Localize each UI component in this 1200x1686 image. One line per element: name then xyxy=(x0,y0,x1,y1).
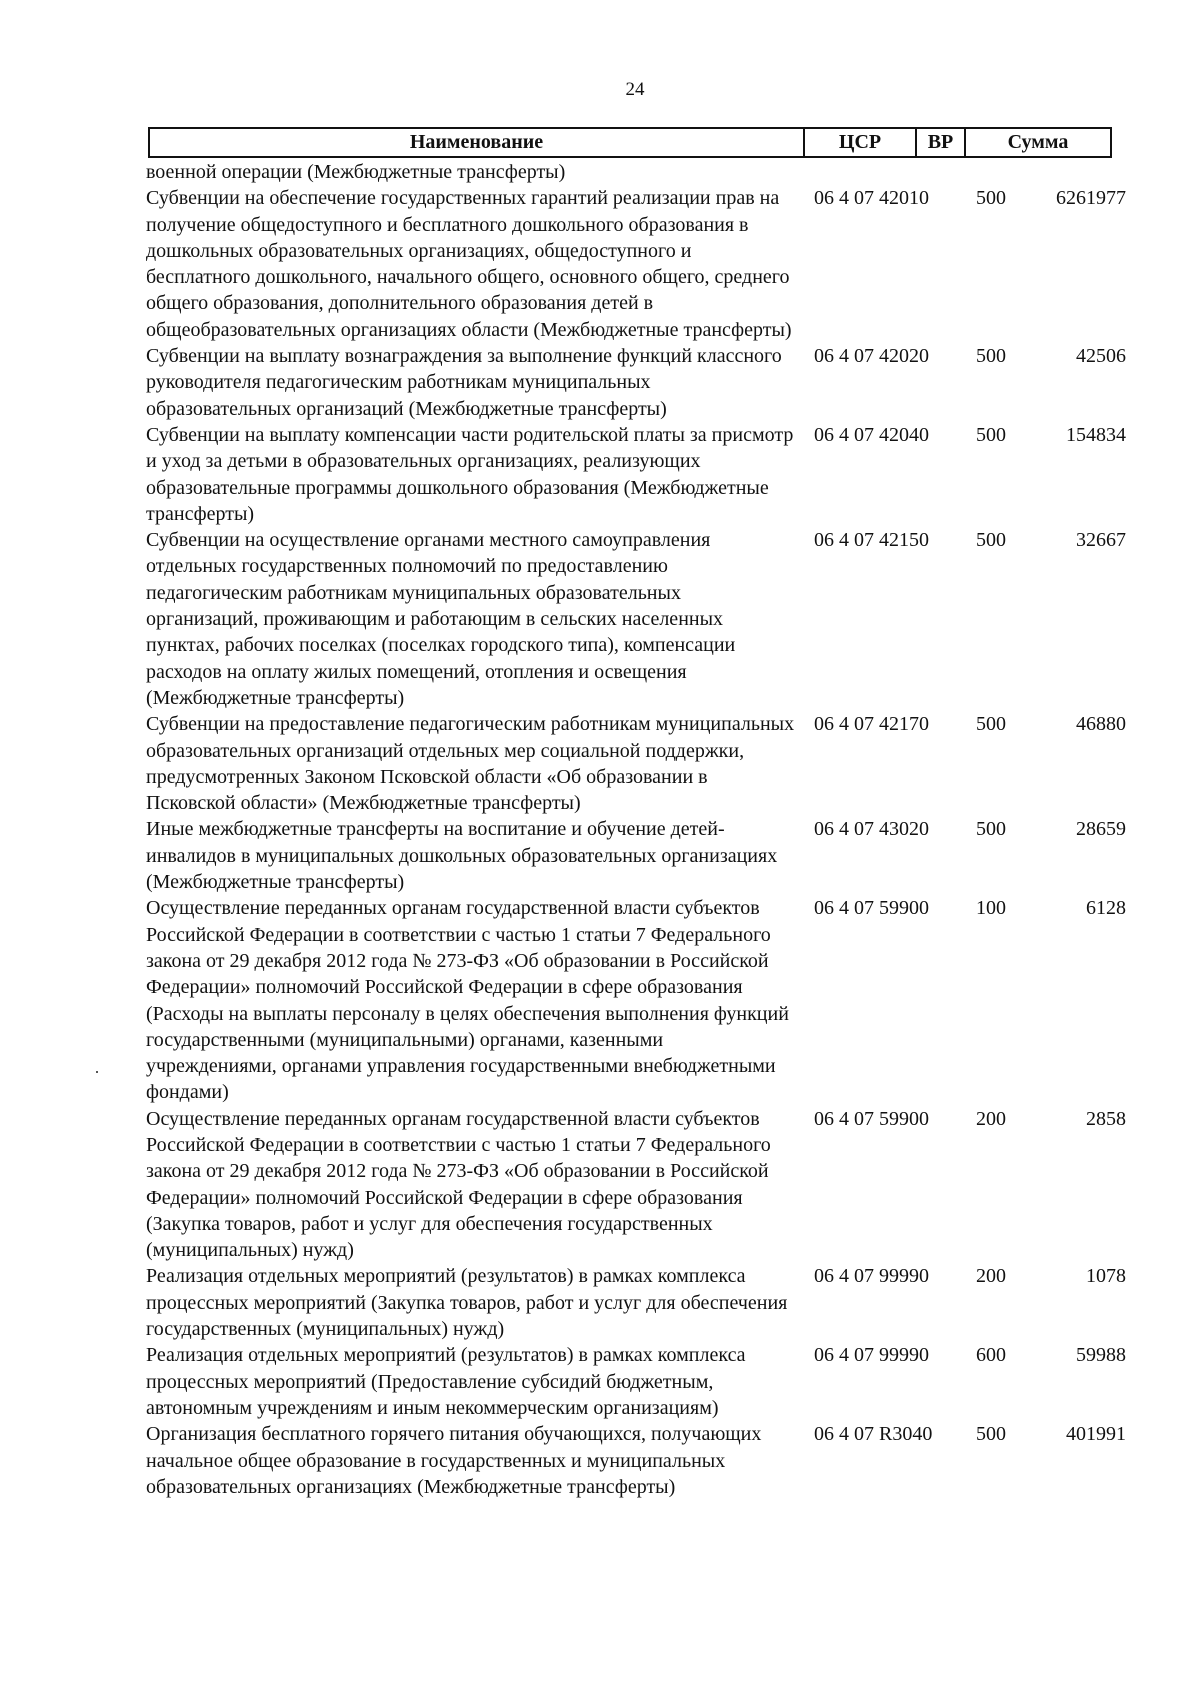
row-sum: 28659 xyxy=(1076,818,1126,841)
page-number: 24 xyxy=(625,79,645,100)
row-sum xyxy=(1026,159,1126,185)
row-sum: 46880 xyxy=(1076,713,1126,736)
row-csr: 06 4 07 42170 xyxy=(814,713,929,736)
row-csr: 06 4 07 42040 xyxy=(814,423,929,446)
row-vr: 600 xyxy=(976,1344,1006,1367)
row-name: Субвенции на обеспечение государственных гарантий реализации прав на получение общедоступного и бесплатного дошкольного образования в дошкольных образовательных организациях, общедоступного и бесплатного дошкольного, начального общего, основного общего, среднего общего образования, дополнительного образования детей в общеобразовательных организациях области (Межбюджетные трансферты) xyxy=(146,187,792,341)
row-name: Субвенции на выплату вознаграждения за выполнение функций классного руководителя педагогическим работникам муниципальных образовательных организаций (Межбюджетные трансферты) xyxy=(146,345,782,420)
row-name: Субвенции на выплату компенсации части родительской платы за присмотр и уход за детьми в образовательных организациях, реализующих образовательные программы дошкольного образования (Межбюджетные трансферты) xyxy=(146,423,794,525)
row-vr: 500 xyxy=(976,1423,1006,1446)
row-name: Субвенции на предоставление педагогическим работникам муниципальных образовательных организаций отдельных мер социальной поддержки, предусмотренных Законом Псковской области «Об образовании в Псковской области» (Межбюджетные трансферты) xyxy=(146,713,795,815)
row-vr: 500 xyxy=(976,818,1006,841)
table-row xyxy=(146,1106,1126,1264)
table-row xyxy=(146,1342,1126,1421)
row-csr: 06 4 07 59900 xyxy=(814,1107,929,1130)
row-name: Реализация отдельных мероприятий (результатов) в рамках комплекса процессных мероприятий (Предоставление субсидий бюджетным, автономным учреждениям и иным некоммерческим организациям) xyxy=(146,1344,746,1419)
row-name: Осуществление переданных органам государственной власти субъектов Российской Федерации в соответствии с частью 1 статьи 7 Федерального закона от 29 декабря 2012 года № 273-ФЗ «Об образовании в Российской Федерации» полномочий Российской Федерации в сфере образования (Закупка товаров, работ и услуг для обеспечения государственных (муниципальных) нужд) xyxy=(146,1107,771,1262)
row-vr xyxy=(976,159,1026,185)
table-row xyxy=(146,1263,1126,1342)
row-sum: 1078 xyxy=(1086,1265,1126,1288)
header-name: Наименование xyxy=(150,129,805,156)
table-body xyxy=(146,159,1126,1500)
table-row xyxy=(146,711,1126,816)
row-vr: 200 xyxy=(976,1265,1006,1288)
row-vr: 100 xyxy=(976,897,1006,920)
table-row xyxy=(146,185,1126,343)
row-vr: 500 xyxy=(976,345,1006,368)
row-vr: 500 xyxy=(976,529,1006,552)
row-sum: 401991 xyxy=(1066,1423,1126,1446)
row-csr: 06 4 07 43020 xyxy=(814,818,929,841)
row-sum: 6128 xyxy=(1086,897,1126,920)
row-name: Реализация отдельных мероприятий (результатов) в рамках комплекса процессных мероприятий (Закупка товаров, работ и услуг для обеспечения государственных (муниципальных) нужд) xyxy=(146,1265,788,1341)
table-header xyxy=(148,127,1112,158)
table-row xyxy=(146,1421,1126,1500)
row-sum: 42506 xyxy=(1076,345,1126,368)
row-name: Субвенции на осуществление органами местного самоуправления отдельных государственных полномочий по предоставлению педагогическим работникам муниципальных образовательных организаций, проживающим и работающим в сельских населенных пунктах, рабочих поселках (поселках городского типа), компенсации расходов на оплату жилых помещений, отопления и освещения (Межбюджетные трансферты) xyxy=(146,529,736,709)
header-sum: Сумма xyxy=(1007,131,1069,153)
margin-mark xyxy=(96,1071,98,1073)
row-vr: 500 xyxy=(976,713,1006,736)
row-csr: 06 4 07 99990 xyxy=(814,1265,929,1288)
row-vr: 500 xyxy=(976,187,1006,210)
row-name: Организация бесплатного горячего питания обучающихся, получающих начальное общее образование в государственных и муниципальных образовательных организациях (Межбюджетные трансферты) xyxy=(146,1423,762,1498)
table-row xyxy=(146,159,1126,185)
row-csr xyxy=(806,159,976,185)
table-row xyxy=(146,422,1126,527)
row-name: Иные межбюджетные трансферты на воспитание и обучение детей-инвалидов в муниципальных дошкольных образовательных организациях (Межбюджетные трансферты) xyxy=(146,818,778,894)
table-row xyxy=(146,816,1126,895)
row-name: военной операции (Межбюджетные трансферты) xyxy=(146,161,566,183)
row-csr: 06 4 07 42020 xyxy=(814,345,929,368)
row-csr: 06 4 07 42150 xyxy=(814,529,929,552)
row-sum: 59988 xyxy=(1076,1344,1126,1367)
header-vr: ВР xyxy=(917,129,966,156)
row-sum: 32667 xyxy=(1076,529,1126,552)
header-csr: ЦСР xyxy=(805,129,917,156)
row-sum: 154834 xyxy=(1066,423,1126,446)
table-row xyxy=(146,343,1126,422)
row-csr: 06 4 07 99990 xyxy=(814,1344,929,1367)
row-sum: 6261977 xyxy=(1056,187,1126,210)
row-csr: 06 4 07 R3040 xyxy=(814,1423,933,1446)
row-name: Осуществление переданных органам государственной власти субъектов Российской Федерации в соответствии с частью 1 статьи 7 Федерального закона от 29 декабря 2012 года № 273-ФЗ «Об образовании в Российской Федерации» полномочий Российской Федерации в сфере образования (Расходы на выплаты персоналу в целях обеспечения выполнения функций государственными (муниципальными) органами, казенными учреждениями, органами управления государственными внебюджетными фондами) xyxy=(146,897,789,1104)
table-row xyxy=(146,527,1126,711)
row-csr: 06 4 07 59900 xyxy=(814,897,929,920)
row-vr: 200 xyxy=(976,1107,1006,1130)
row-vr: 500 xyxy=(976,423,1006,446)
table-row xyxy=(146,895,1126,1105)
row-csr: 06 4 07 42010 xyxy=(814,187,929,210)
row-sum: 2858 xyxy=(1086,1107,1126,1130)
